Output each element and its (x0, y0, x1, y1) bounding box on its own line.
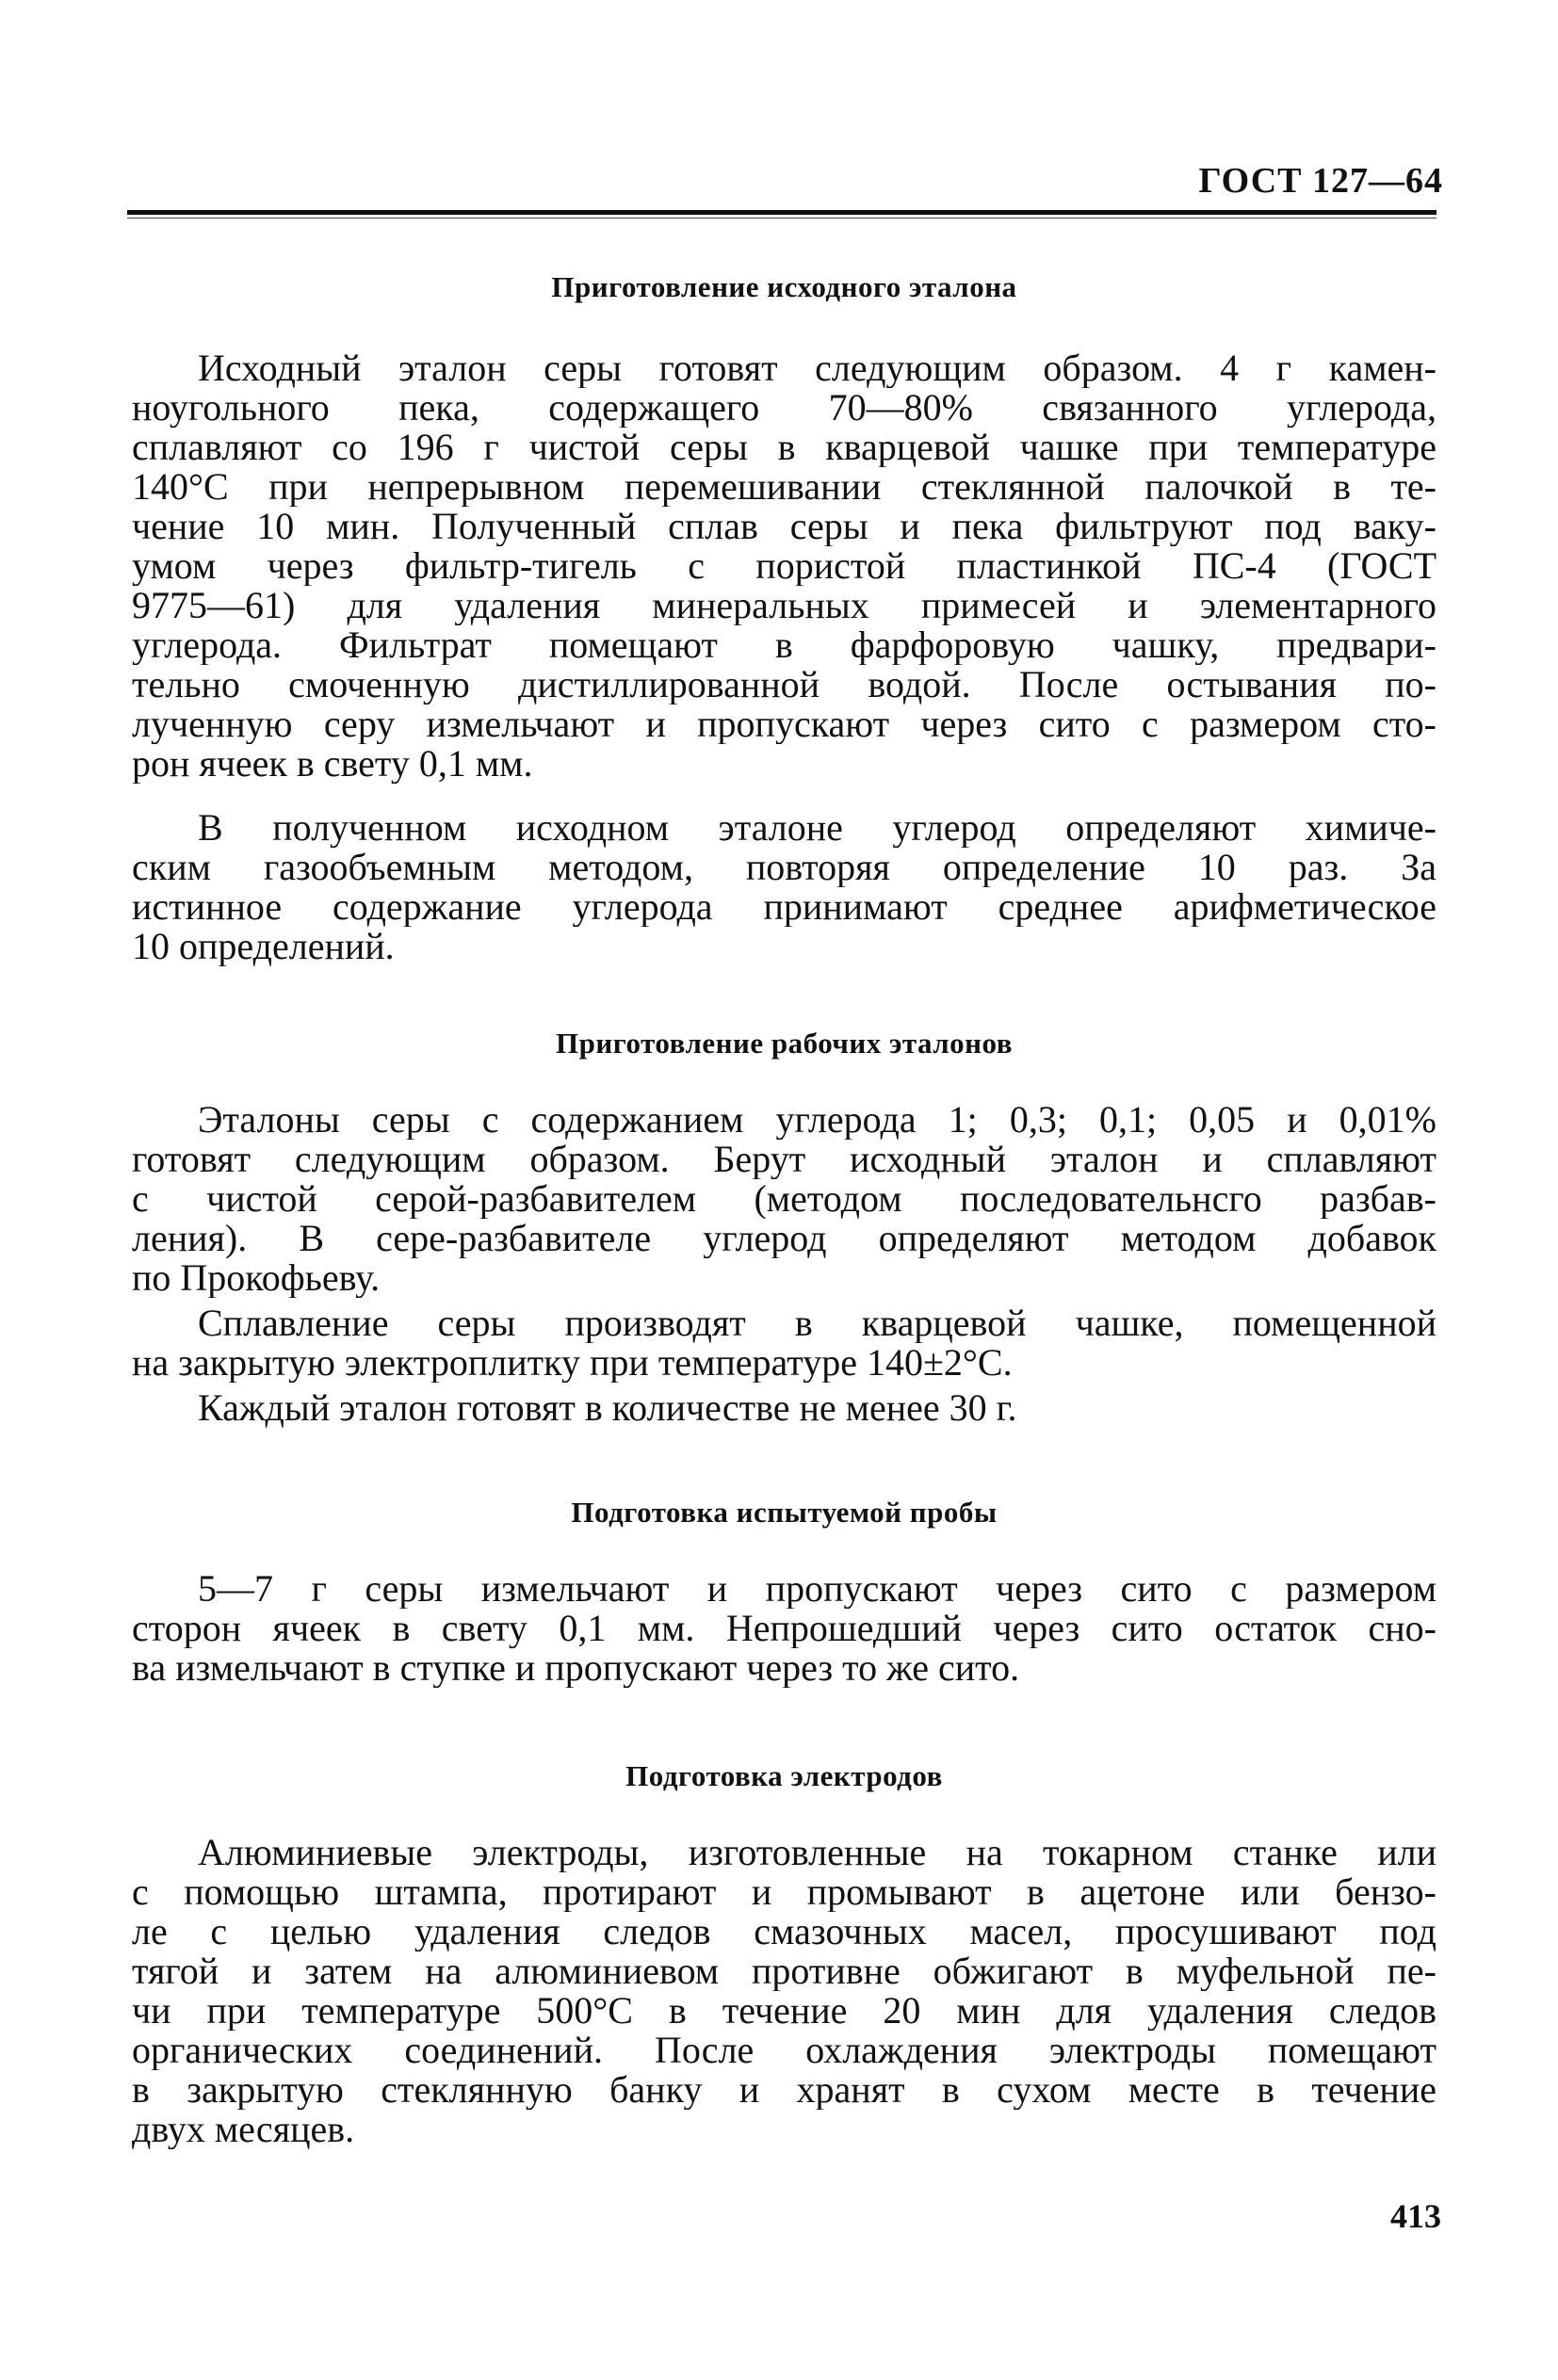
text-line: 9775—61) для удаления минеральных примесей и элементарного (132, 586, 1436, 625)
text-line: лученную серу измельчают и пропускают через сито с размером сто- (132, 704, 1436, 744)
text-line: рон ячеек в свету 0,1 мм. (132, 744, 533, 784)
text-line: в закрытую стеклянную банку и хранят в сухом месте в течение (132, 2070, 1436, 2110)
text-line: 10 определений. (132, 927, 395, 966)
text-line: 5—7 г серы измельчают и пропускают через сито с размером (198, 1569, 1436, 1609)
text-line: ления). В сере-разбавителе углерод определяют методом добавок (132, 1219, 1436, 1258)
text-line: с помощью штампа, протирают и промывают в ацетоне или бензо- (132, 1872, 1436, 1912)
paragraph (132, 348, 1436, 784)
text-line: Сплавление серы производят в кварцевой чашке, помещенной (198, 1303, 1436, 1343)
paragraph (132, 1303, 1436, 1383)
text-line: тягой и затем на алюминиевом противне обжигают в муфельной пе- (132, 1951, 1436, 1991)
section-title-test-sample: Подготовка испытуемой пробы (571, 1496, 998, 1529)
paragraph (132, 1388, 1436, 1428)
section-title-initial-standard: Приготовление исходного эталона (551, 270, 1017, 303)
text-line: готовят следующим образом. Берут исходный эталон и сплавляют (132, 1140, 1436, 1179)
text-line: В полученном исходном эталоне углерод определяют химиче- (198, 808, 1436, 848)
page-number: 413 (1390, 2197, 1441, 2235)
text-line: чи при температуре 500°С в течение 20 мин для удаления следов (132, 1991, 1436, 2031)
text-line: умом через фильтр-тигель с пористой пластинкой ПС-4 (ГОСТ (132, 546, 1436, 586)
text-line: ским газообъемным методом, повторяя определение 10 раз. За (132, 848, 1436, 887)
text-line: на закрытую электроплитку при температуре 140±2°С. (132, 1343, 1013, 1383)
text-line: сплавляют со 196 г чистой серы в кварцевой чашке при температуре (132, 428, 1436, 467)
text-line: Эталоны серы с содержанием углерода 1; 0,3; 0,1; 0,05 и 0,01% (198, 1100, 1436, 1140)
text-line: 140°С при непрерывном перемешивании стеклянной палочкой в те- (132, 467, 1436, 507)
header-rule (127, 210, 1436, 215)
section-title-electrodes: Подготовка электродов (625, 1759, 943, 1792)
running-head: ГОСТ 127—64 (1198, 161, 1443, 201)
text-line: тельно смоченную дистиллированной водой. После остывания по- (132, 665, 1436, 704)
paragraph (132, 1569, 1436, 1688)
text-line: Исходный эталон серы готовят следующим образом. 4 г камен- (198, 348, 1436, 388)
text-line: сторон ячеек в свету 0,1 мм. Непрошедший через сито остаток сно- (132, 1609, 1436, 1648)
paragraph (132, 808, 1436, 966)
paragraph (132, 1100, 1436, 1298)
text-line: ноугольного пека, содержащего 70—80% связанного углерода, (132, 388, 1436, 428)
text-line: Алюминиевые электроды, изготовленные на токарном станке или (198, 1833, 1436, 1872)
text-line: ва измельчают в ступке и пропускают через то же сито. (132, 1648, 1020, 1688)
text-line: с чистой серой-разбавителем (методом последовательнсго разбав- (132, 1179, 1436, 1219)
text-line: ле с целью удаления следов смазочных масел, просушивают под (132, 1912, 1436, 1951)
text-line: двух месяцев. (132, 2110, 355, 2149)
text-line: по Прокофьеву. (132, 1258, 381, 1298)
text-line: чение 10 мин. Полученный сплав серы и пека фильтруют под ваку- (132, 507, 1436, 546)
header-rule-thin (127, 218, 1436, 219)
paragraph (132, 1833, 1436, 2149)
text-line: истинное содержание углерода принимают среднее арифметическое (132, 887, 1436, 927)
text-line: Каждый эталон готовят в количестве не менее 30 г. (198, 1388, 1017, 1428)
section-title-working-standards: Приготовление рабочих эталонов (556, 1027, 1013, 1060)
text-line: углерода. Фильтрат помещают в фарфоровую чашку, предвари- (132, 625, 1436, 665)
text-line: органических соединений. После охлаждения электроды помещают (132, 2031, 1436, 2070)
